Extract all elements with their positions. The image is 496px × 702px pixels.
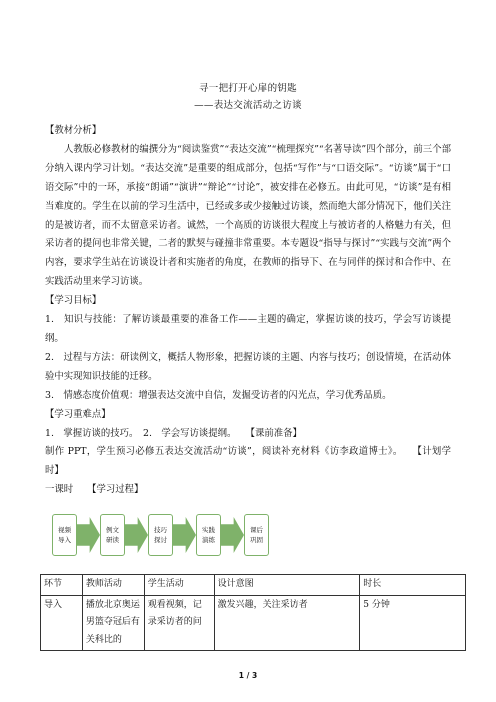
flow-arrow-icon bbox=[77, 517, 100, 553]
goal-item-1: 1. 知识与技能：了解访谈最重要的准备工作——主题的确定，掌握访谈的技巧，学会写访谈提纲。 bbox=[45, 314, 451, 344]
lesson-plan-table bbox=[40, 574, 466, 651]
document-body bbox=[45, 122, 451, 500]
flow-arrow-icon bbox=[221, 517, 244, 553]
page-subtitle: ——表达交流活动之访谈 bbox=[194, 100, 302, 111]
goal-item-2: 2. 过程与方法：研读例文，概括人物形象，把握访谈的主题、内容与技巧；创设情境，在活动体验中实现知识技能的迁移。 bbox=[45, 351, 451, 382]
analysis-paragraph: 人教版必修教材的编撰分为“阅读鉴赏”“表达交流”“梳理探究”“名著导读”四个部分，前三个部分纳入课内学习计划。“表达交流”是重要的组成部分，包括“写作”与“口语交际”。“访谈”属于“口语交际”中的一环，承接“朗诵”“演讲”“辩论”“讨论”，被安排在必修五。由此可见，“访谈”是有相当难度的。学生在以前的学习生活中，已经或多或少接触过访谈，然而绝大部分情况下，他们关注的是被访者，而不太留意采访者。诚然，一个高质的访谈很大程度上与被访者的人格魅力有关，但采访者的提问也非常关键，二者的默契与碰撞非常重要。本专题设“指导与探讨”“实践与交流”两个内容，要求学生站在访谈设计者和实施者的角度，在教师的指导下、在与同伴的探讨和合作中、在实践活动里来学习访谈。 bbox=[45, 143, 451, 288]
table-cell: 5 分钟 bbox=[360, 595, 466, 651]
flow-arrow-icon bbox=[125, 517, 148, 553]
preparation-line: 制作 PPT，学生预习必修五表达交流活动“访谈”，阅读补充材料《访李政道博士》。 【计划学时】 bbox=[45, 446, 451, 477]
table-cell: 激发兴趣，关注采访者 bbox=[214, 595, 360, 651]
flow-step-3: 技巧探讨 bbox=[148, 514, 173, 556]
table-header: 学生活动 bbox=[144, 575, 214, 596]
key-points-heading: 【学习重难点】 bbox=[45, 408, 111, 420]
flow-step-5: 课后巩固 bbox=[244, 514, 269, 556]
table-cell: 播放北京奥运男篮夺冠后有关科比的 bbox=[82, 595, 144, 651]
table-header-row bbox=[41, 575, 466, 596]
table-cell: 观看视频，记录采访者的问 bbox=[144, 595, 214, 651]
table-header: 时长 bbox=[360, 575, 466, 596]
flow-step-4: 实践演练 bbox=[196, 514, 221, 556]
page-title: 寻一把打开心扉的钥匙 bbox=[198, 83, 297, 94]
key-points-line: 1. 掌握访谈的技巧。 2. 学会写访谈提纲。 【课前准备】 bbox=[45, 427, 302, 439]
flow-step-2: 例文研读 bbox=[100, 514, 125, 556]
flow-arrow-icon bbox=[173, 517, 196, 553]
table-header: 教师活动 bbox=[82, 575, 144, 596]
table-header: 设计意图 bbox=[214, 575, 360, 596]
goal-item-3: 3. 情感态度价值观：增强表达交流中自信，发掘受访者的闪光点，学习优秀品质。 bbox=[45, 389, 392, 401]
process-flow-diagram bbox=[52, 514, 312, 558]
flow-step-1: 视频导入 bbox=[52, 514, 77, 556]
period-line: 一课时 【学习过程】 bbox=[45, 484, 144, 496]
table-header: 环节 bbox=[41, 575, 83, 596]
table-row bbox=[41, 595, 466, 651]
goals-heading: 【学习目标】 bbox=[45, 295, 102, 307]
table-cell: 导入 bbox=[41, 595, 83, 651]
page-number: 1 / 3 bbox=[238, 671, 258, 680]
analysis-heading: 【教材分析】 bbox=[45, 125, 102, 136]
